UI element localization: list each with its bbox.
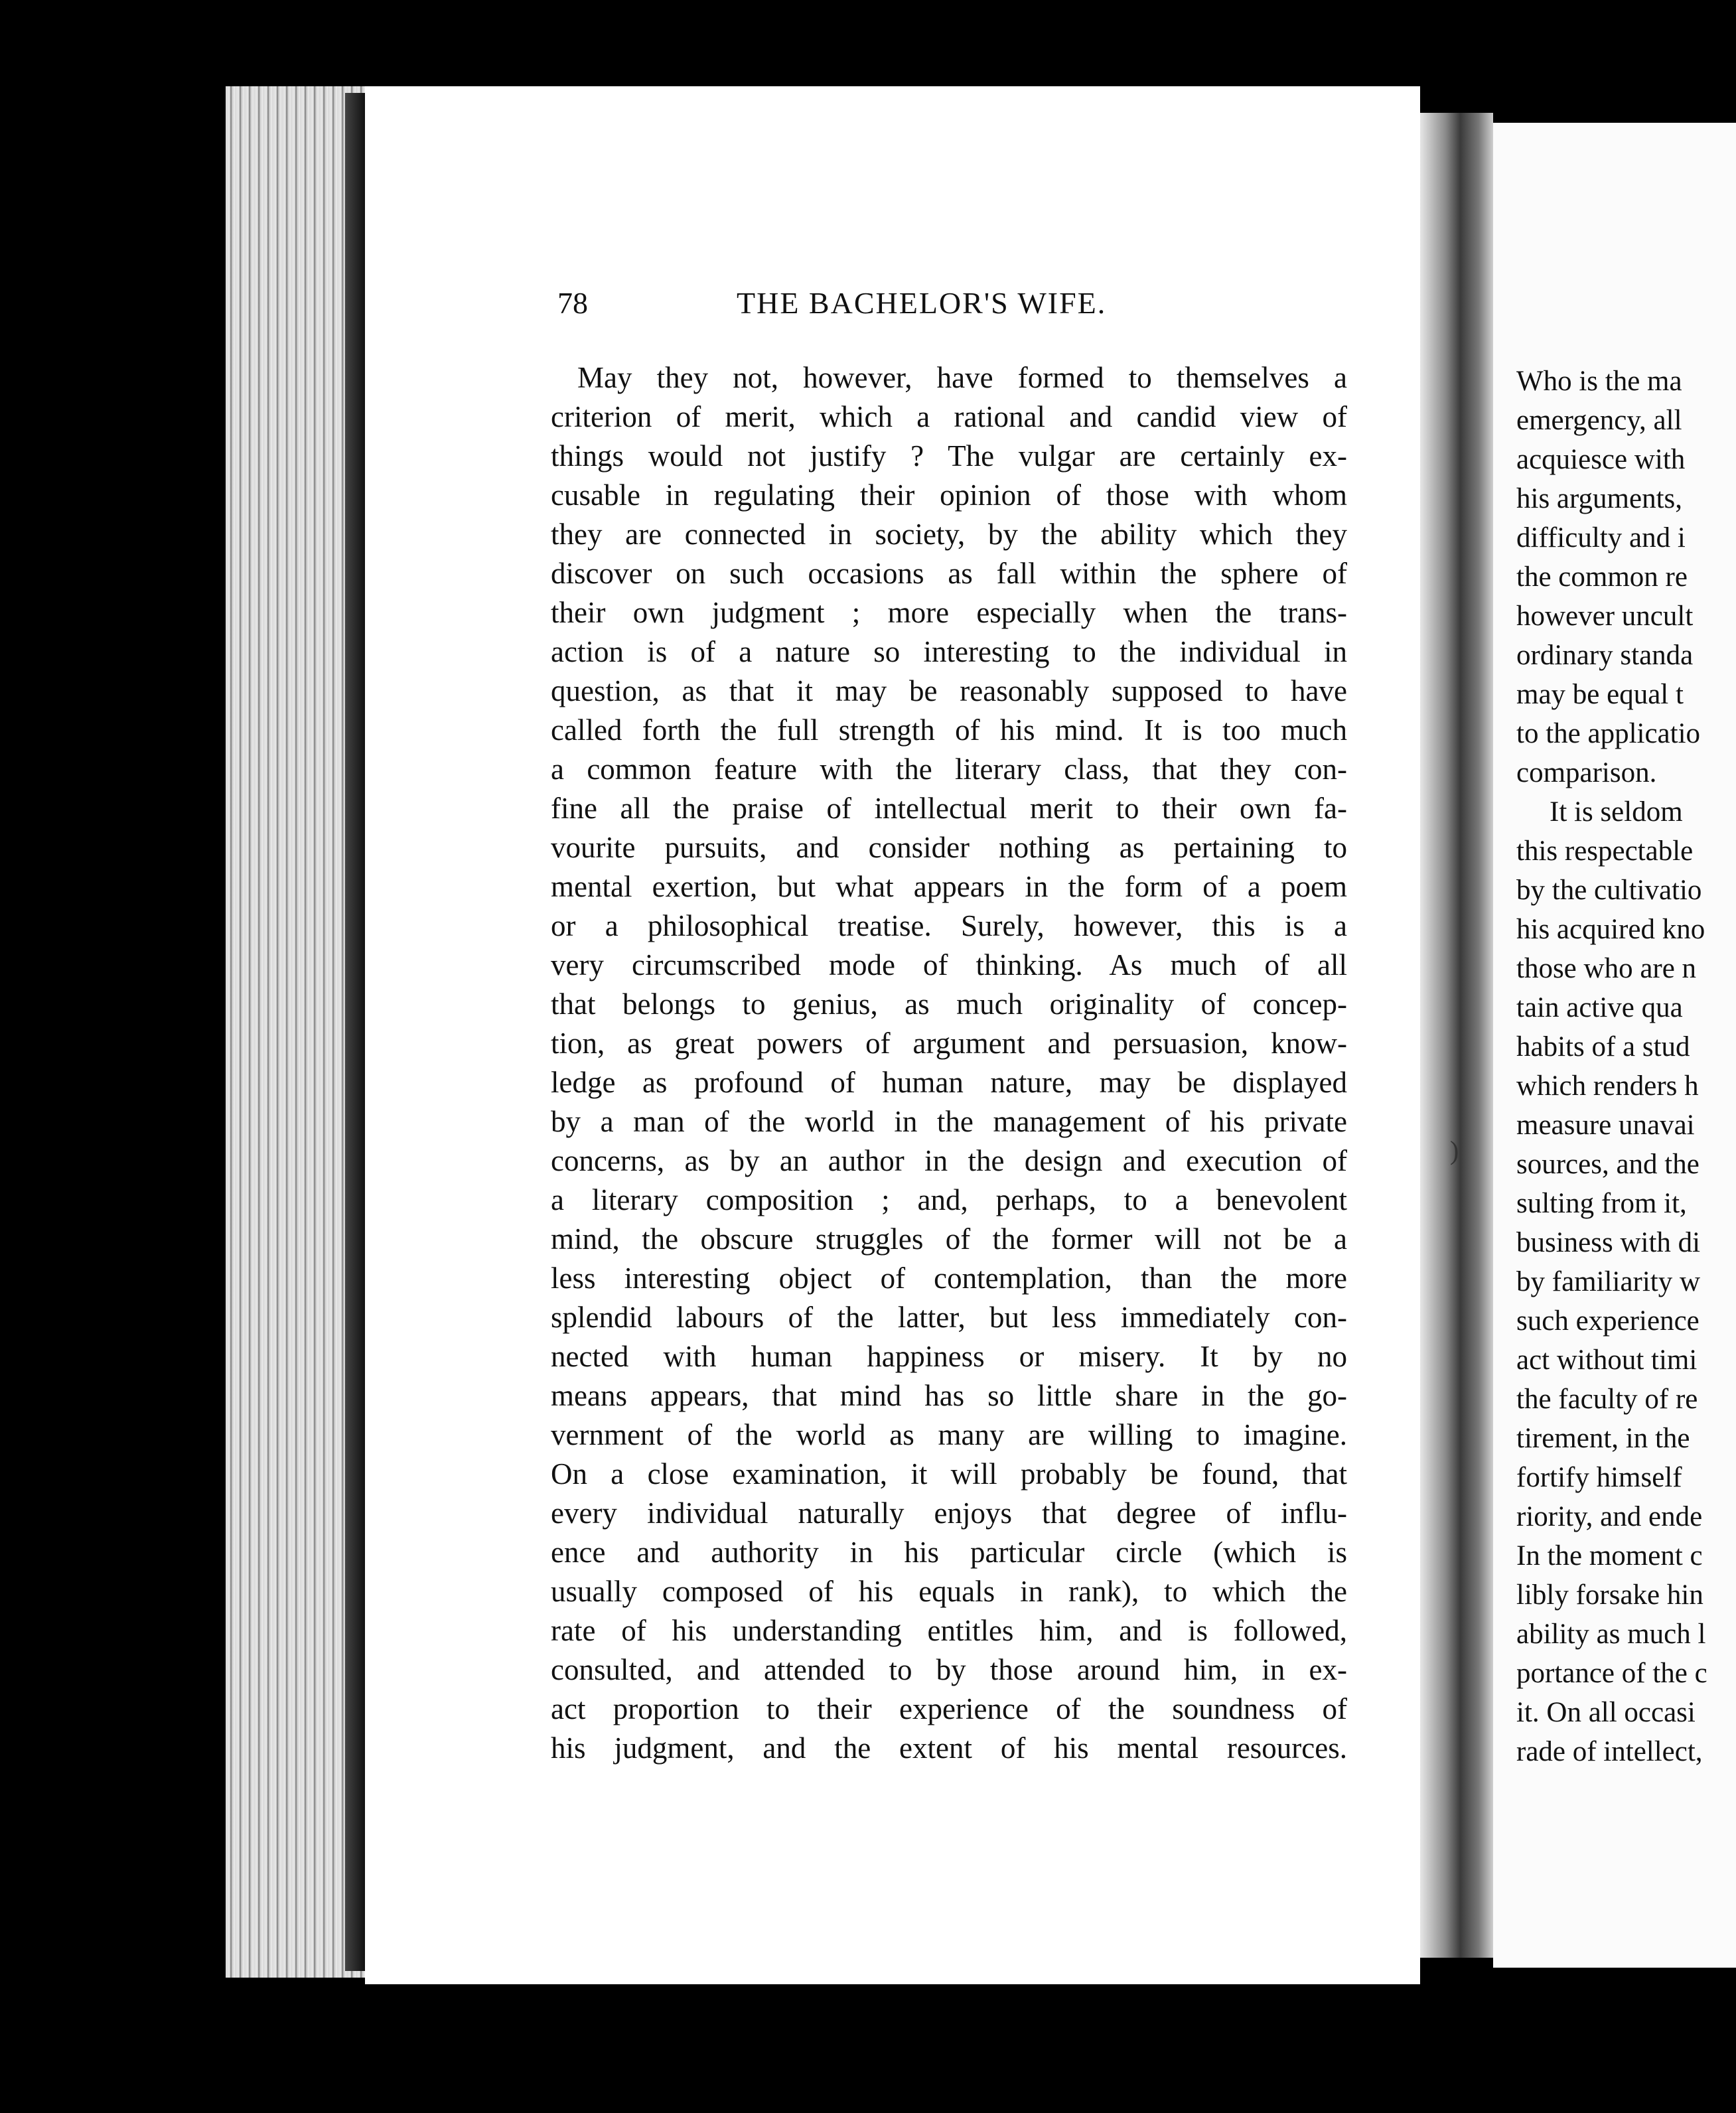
text-line: habits of a stud xyxy=(1516,1031,1690,1062)
text-line: business with di xyxy=(1516,1227,1701,1258)
text-line: ledge as profound of human nature, may be displayed xyxy=(551,1066,1347,1099)
text-line: rade of intellect, xyxy=(1516,1736,1703,1767)
text-line: portance of the c xyxy=(1516,1658,1707,1689)
text-line: vourite pursuits, and consider nothing as pertaining to xyxy=(551,831,1347,864)
text-line: their own judgment ; more especially when the trans- xyxy=(551,596,1347,629)
text-line: libly forsake hin xyxy=(1516,1579,1703,1611)
text-line: tirement, in the xyxy=(1516,1423,1690,1454)
text-line: however uncult xyxy=(1516,601,1694,632)
text-line: it. On all occasi xyxy=(1516,1697,1696,1728)
text-line: act proportion to their experience of the soundness of xyxy=(551,1692,1347,1725)
text-line: Who is the ma xyxy=(1516,366,1682,397)
text-line: act without timi xyxy=(1516,1345,1698,1376)
text-line: mental exertion, but what appears in the form of a poem xyxy=(551,870,1347,903)
text-line: the faculty of re xyxy=(1516,1384,1698,1415)
text-line: by familiarity w xyxy=(1516,1266,1701,1297)
text-line: cusable in regulating their opinion of those with whom xyxy=(551,478,1347,512)
text-line: they are connected in society, by the ability which they xyxy=(551,518,1347,551)
text-line: such experience xyxy=(1516,1305,1700,1337)
text-line: those who are n xyxy=(1516,953,1697,984)
text-line: to the applicatio xyxy=(1516,718,1701,749)
text-line: In the moment c xyxy=(1516,1540,1703,1571)
text-line: sources, and the xyxy=(1516,1149,1700,1180)
text-line: his arguments, xyxy=(1516,483,1683,514)
text-line: fortify himself xyxy=(1516,1462,1682,1493)
text-line: It is seldom xyxy=(1550,796,1683,828)
text-line: question, as that it may be reasonably supposed to have xyxy=(551,674,1347,707)
text-line: rate of his understanding entitles him, and is followed, xyxy=(551,1614,1347,1647)
text-line: called forth the full strength of his mind. It is too much xyxy=(551,713,1347,747)
text-line: very circumscribed mode of thinking. As much of all xyxy=(551,948,1347,982)
margin-bracket: ) xyxy=(1450,1135,1459,1165)
text-line: every individual naturally enjoys that degree of influ- xyxy=(551,1496,1347,1530)
text-line: criterion of merit, which a rational and candid view of xyxy=(551,400,1347,433)
text-line: which renders h xyxy=(1516,1070,1699,1102)
text-line: or a philosophical treatise. Surely, however, this is a xyxy=(551,909,1347,942)
text-line: consulted, and attended to by those around him, in ex- xyxy=(551,1653,1347,1686)
text-line: difficulty and i xyxy=(1516,522,1686,553)
page-number: 78 xyxy=(557,286,588,320)
text-line: action is of a nature so interesting to the individual in xyxy=(551,635,1347,668)
text-line: by a man of the world in the management of his private xyxy=(551,1105,1347,1138)
text-line: discover on such occasions as fall within the sphere of xyxy=(551,557,1347,590)
book-gutter xyxy=(1420,113,1493,1958)
text-line: May they not, however, have formed to themselves a xyxy=(577,361,1347,394)
text-line: this respectable xyxy=(1516,836,1694,867)
text-line: things would not justify ? The vulgar are certainly ex- xyxy=(551,439,1347,473)
text-line: the common re xyxy=(1516,561,1688,593)
text-line: his judgment, and the extent of his mental resources. xyxy=(551,1731,1347,1765)
text-line: less interesting object of contemplation, than the more xyxy=(551,1262,1347,1295)
text-line: ordinary standa xyxy=(1516,640,1694,671)
text-line: ence and authority in his particular circle (which is xyxy=(551,1536,1347,1569)
text-line: tion, as great powers of argument and persuasion, know- xyxy=(551,1027,1347,1060)
text-line: tain active qua xyxy=(1516,992,1683,1023)
left-page-text xyxy=(551,358,1347,1768)
text-line: riority, and ende xyxy=(1516,1501,1703,1532)
text-line: vernment of the world as many are willing to imagine. xyxy=(551,1418,1347,1451)
text-line: ability as much l xyxy=(1516,1619,1706,1650)
text-line: sulting from it, xyxy=(1516,1188,1687,1219)
text-line: acquiesce with xyxy=(1516,444,1686,475)
text-line: a common feature with the literary class, that they con- xyxy=(551,753,1347,786)
text-line: fine all the praise of intellectual merit to their own fa- xyxy=(551,792,1347,825)
running-head: THE BACHELOR'S WIFE. xyxy=(737,286,1107,320)
text-line: concerns, as by an author in the design and execution of xyxy=(551,1144,1347,1177)
text-line: comparison. xyxy=(1516,757,1657,788)
text-line: a literary composition ; and, perhaps, to a benevolent xyxy=(551,1183,1347,1216)
page-edge-shadow xyxy=(345,93,365,1971)
text-line: emergency, all xyxy=(1516,405,1682,436)
text-line: means appears, that mind has so little share in the go- xyxy=(551,1379,1347,1412)
text-line: may be equal t xyxy=(1516,679,1684,710)
text-line: measure unavai xyxy=(1516,1110,1695,1141)
text-line: his acquired kno xyxy=(1516,914,1705,945)
text-line: by the cultivatio xyxy=(1516,875,1702,906)
page-header xyxy=(557,285,1221,332)
text-line: mind, the obscure struggles of the former will not be a xyxy=(551,1222,1347,1256)
text-line: that belongs to genius, as much originality of concep- xyxy=(551,987,1347,1021)
text-line: On a close examination, it will probably be found, that xyxy=(551,1457,1347,1491)
right-page-text xyxy=(1516,362,1736,1771)
text-line: nected with human happiness or misery. It by no xyxy=(551,1340,1347,1373)
text-line: splendid labours of the latter, but less immediately con- xyxy=(551,1301,1347,1334)
text-line: usually composed of his equals in rank), to which the xyxy=(551,1575,1347,1608)
